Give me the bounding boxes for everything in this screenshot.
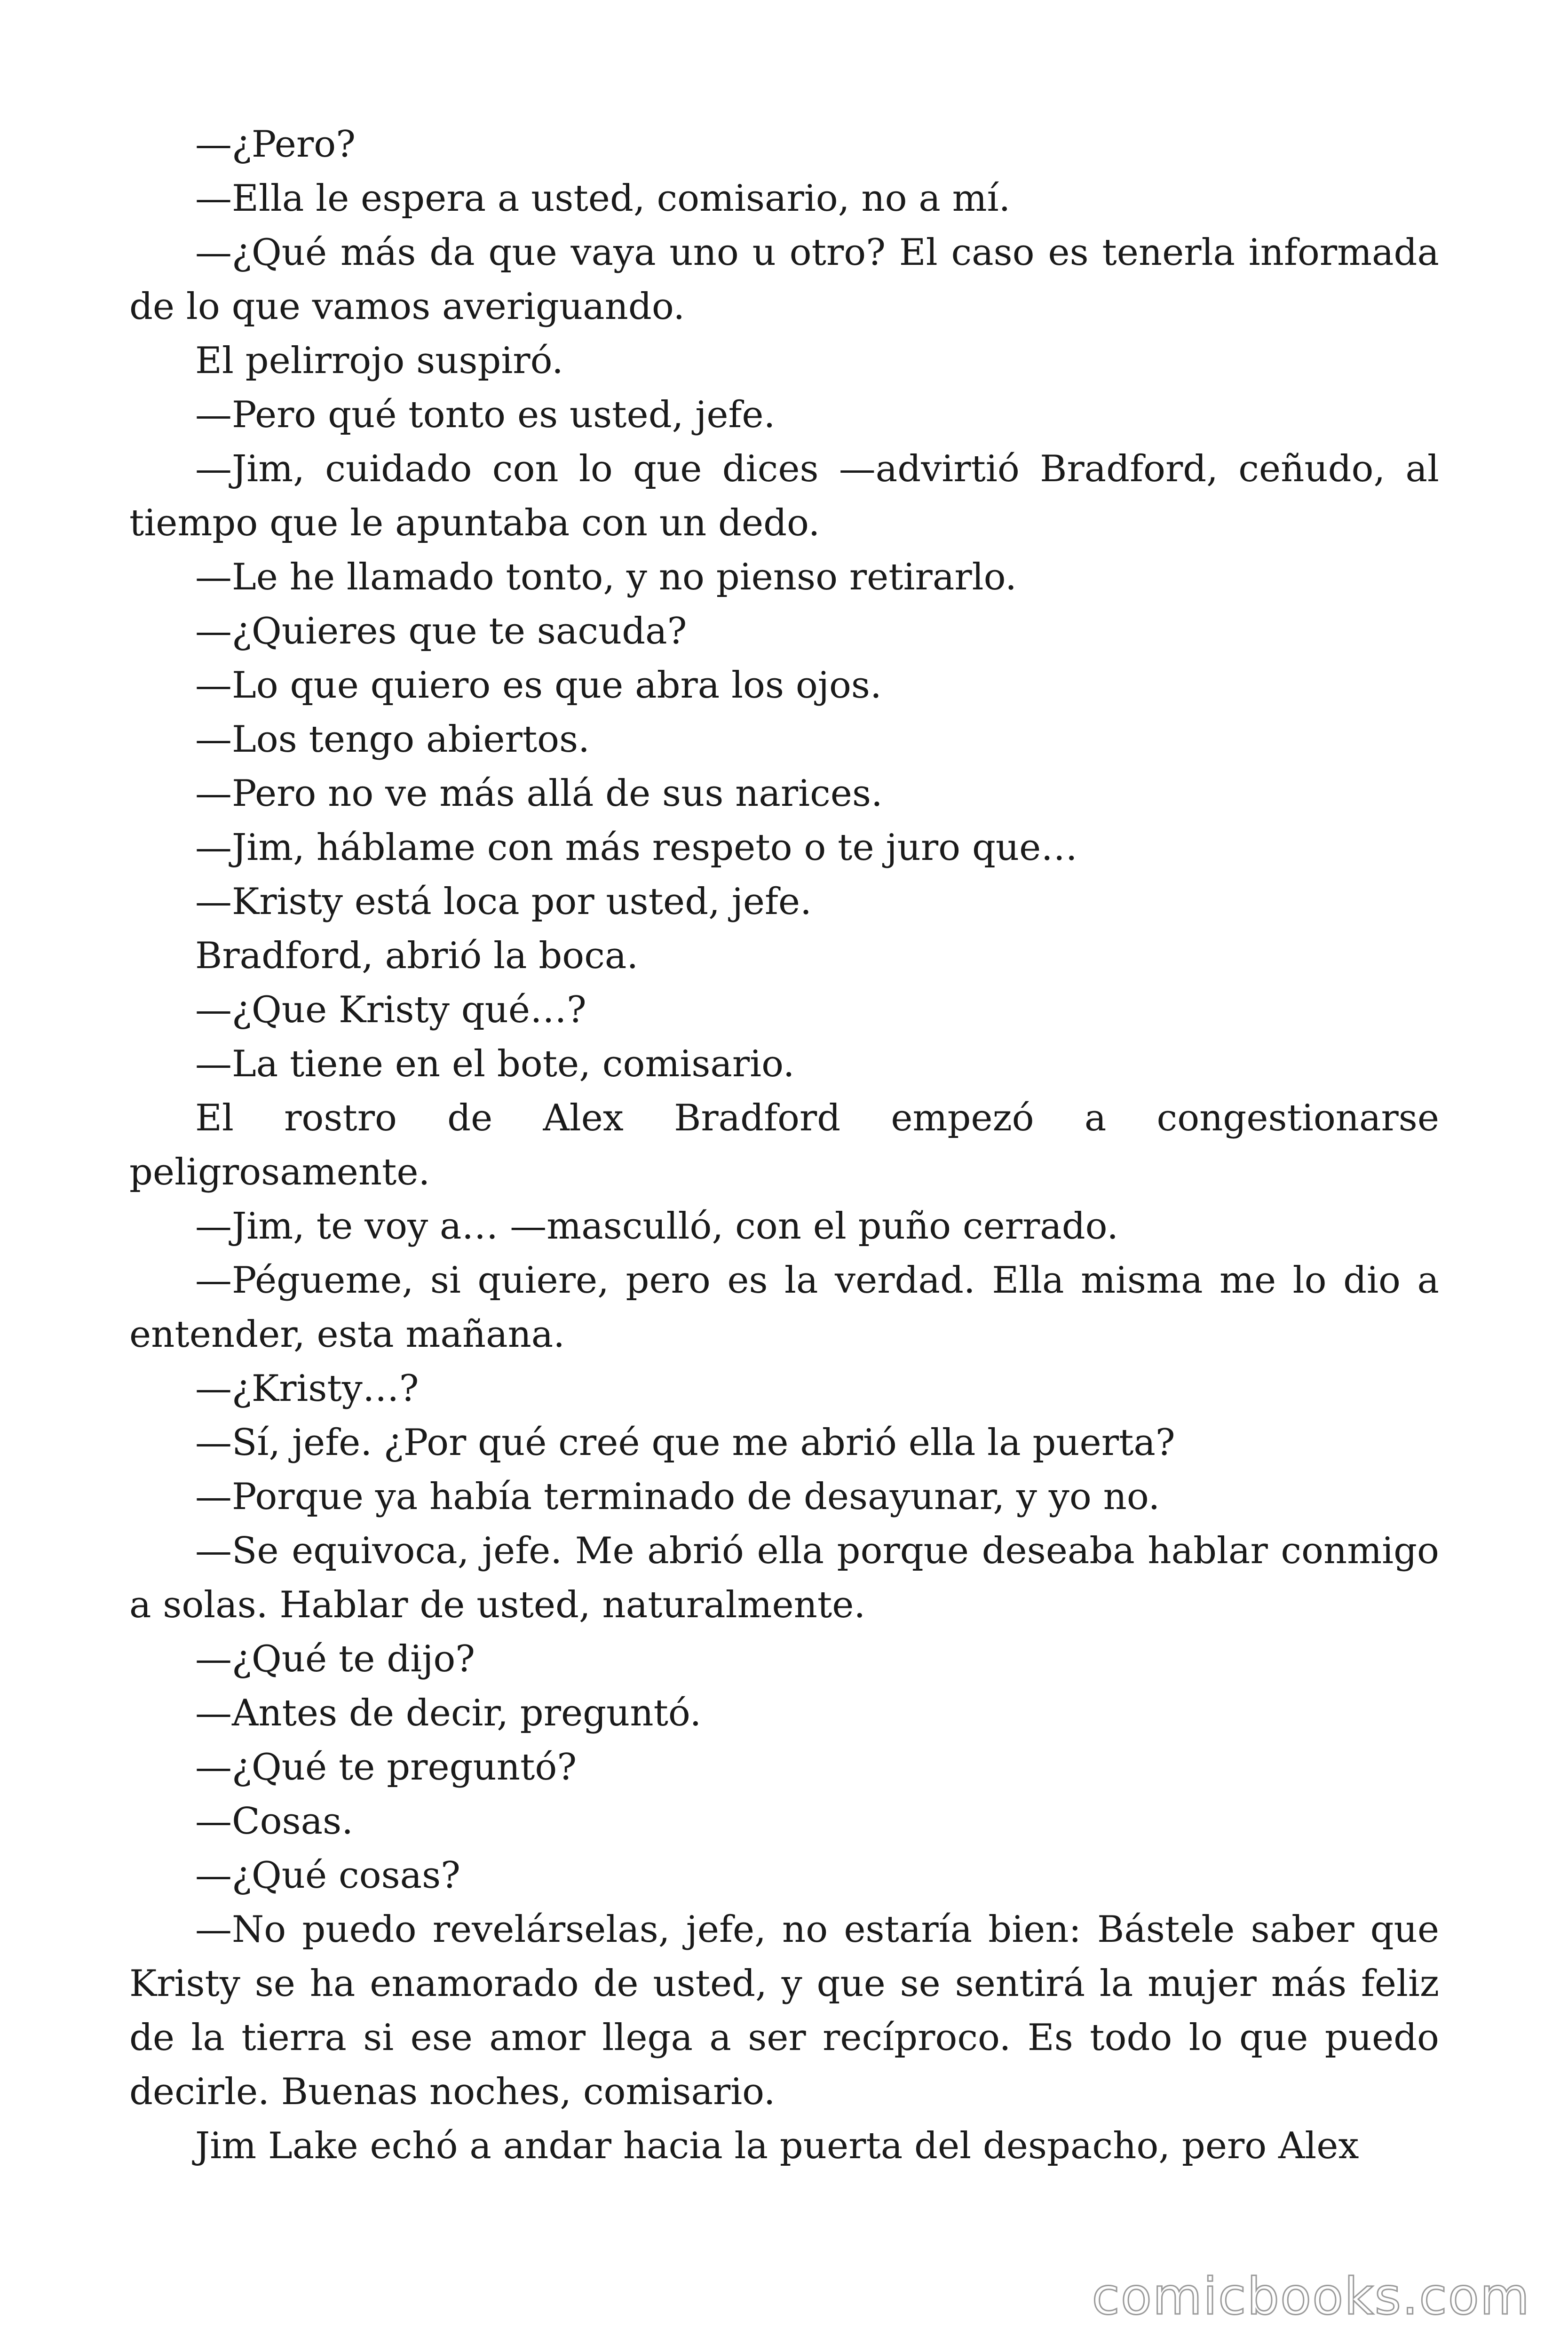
paragraph: —Pégueme, si quiere, pero es la verdad. Ella misma me lo dio a entender, esta mañana. — [129, 1259, 1439, 1356]
paragraph: —Jim, cuidado con lo que dices —advirtió Bradford, ceñudo, al tiempo que le apuntaba con un dedo. — [129, 448, 1439, 544]
paragraph: —Lo que quiero es que abra los ojos. — [195, 664, 882, 707]
paragraph: —¿Qué cosas? — [195, 1854, 460, 1897]
paragraph: —¿Qué más da que vaya uno u otro? El caso es tenerla informada de lo que vamos averiguando. — [129, 231, 1439, 328]
paragraph: El pelirrojo suspiró. — [195, 340, 563, 382]
paragraph: —¿Qué te preguntó? — [195, 1746, 577, 1788]
paragraph: —Le he llamado tonto, y no pienso retirarlo. — [195, 556, 1017, 598]
paragraph: —Los tengo abiertos. — [195, 718, 590, 761]
paragraph: —Pero qué tonto es usted, jefe. — [195, 394, 776, 436]
paragraph: —Jim, háblame con más respeto o te juro que… — [195, 826, 1078, 869]
paragraph: —Jim, te voy a… —masculló, con el puño cerrado. — [195, 1205, 1119, 1248]
paragraph: —Porque ya había terminado de desayunar, y yo no. — [195, 1476, 1160, 1518]
paragraph: —Se equivoca, jefe. Me abrió ella porque deseaba hablar conmigo a solas. Hablar de usted, naturalmente. — [129, 1530, 1439, 1626]
paragraph: —Ella le espera a usted, comisario, no a mí. — [195, 177, 1011, 220]
paragraph: —Kristy está loca por usted, jefe. — [195, 881, 812, 923]
paragraph: —No puedo revelárselas, jefe, no estaría bien: Bástele saber que Kristy se ha enamorado de usted, y que se sentirá la mujer más feliz de la tierra si ese amor llega a ser recíproco. Es todo lo que puedo decirle. Buenas noches, comisario. — [129, 1908, 1439, 2113]
paragraph: —Sí, jefe. ¿Por qué creé que me abrió ella la puerta? — [195, 1422, 1175, 1464]
paragraph: —¿Que Kristy qué…? — [195, 989, 586, 1031]
page-text — [129, 118, 1439, 2173]
paragraph: —¿Qué te dijo? — [195, 1638, 475, 1680]
paragraph: Jim Lake echó a andar hacia la puerta del despacho, pero Alex — [195, 2125, 1359, 2167]
paragraph: El rostro de Alex Bradford empezó a congestionarse peligrosamente. — [129, 1097, 1439, 1193]
paragraph: —Pero no ve más allá de sus narices. — [195, 772, 883, 815]
paragraph: —¿Kristy…? — [195, 1367, 419, 1410]
paragraph: —¿Pero? — [195, 123, 356, 166]
paragraph: —La tiene en el bote, comisario. — [195, 1043, 795, 1085]
paragraph: —Antes de decir, preguntó. — [195, 1692, 702, 1734]
site-watermark: comicbooks.com — [1092, 2267, 1530, 2326]
paragraph: —Cosas. — [195, 1800, 353, 1843]
paragraph: Bradford, abrió la boca. — [195, 935, 639, 977]
paragraph: —¿Quieres que te sacuda? — [195, 610, 687, 652]
